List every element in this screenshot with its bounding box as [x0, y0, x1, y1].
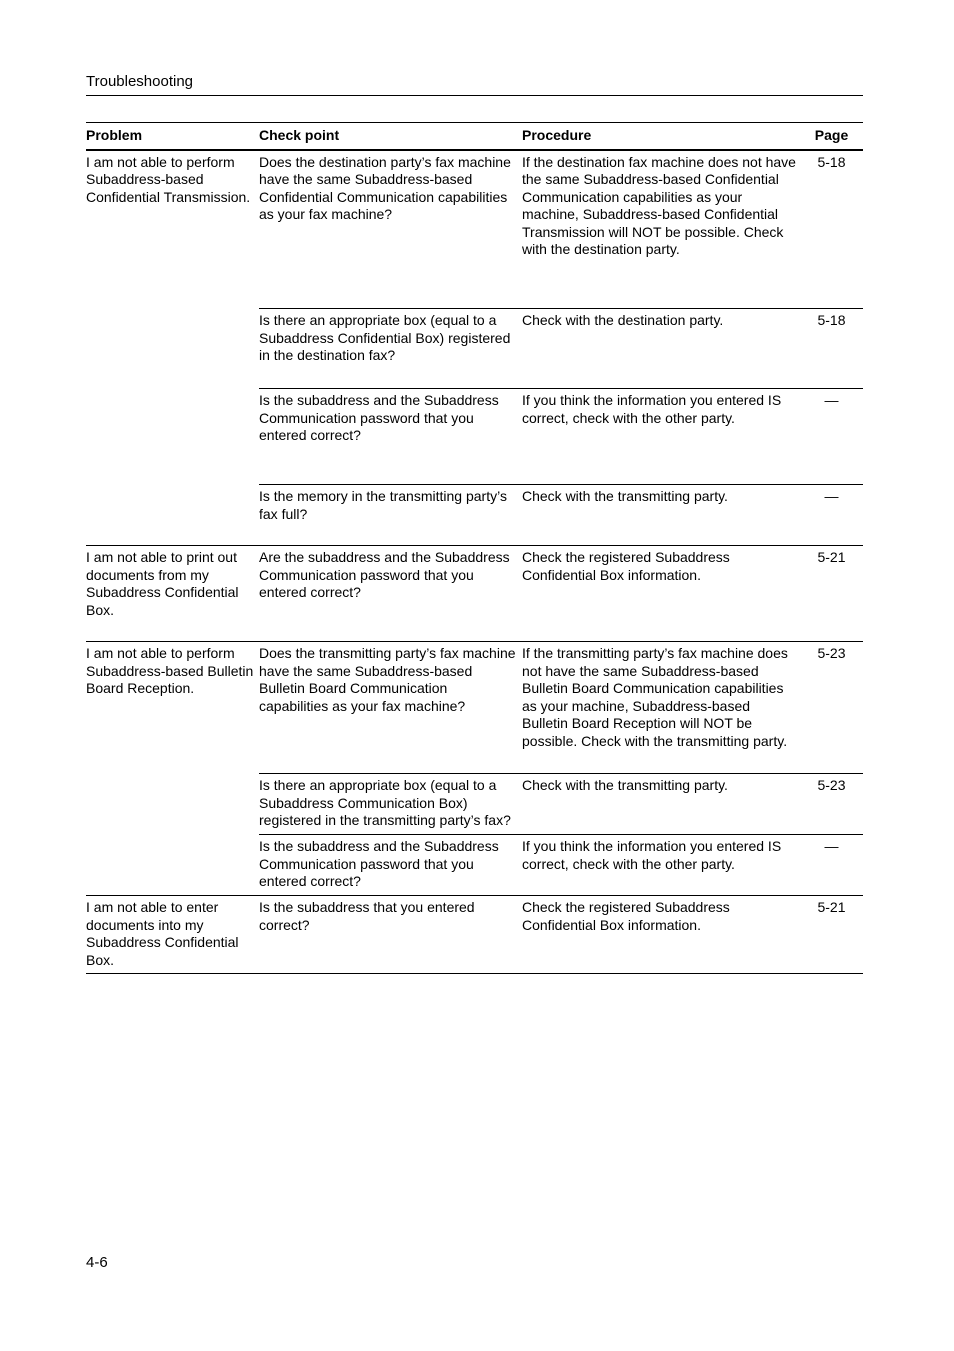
problem-cell: I am not able to perform Subaddress-based Confidential Transmission. [86, 150, 259, 546]
table-header-row [86, 123, 863, 150]
page-ref-cell: 5-23 [800, 774, 863, 835]
problem-cell: I am not able to perform Subaddress-based Bulletin Board Reception. [86, 642, 259, 896]
check-point-cell: Does the transmitting party’s fax machine have the same Subaddress-based Bulletin Board Communication capabilities as your fax machine? [259, 642, 522, 774]
column-header-check-point: Check point [259, 123, 522, 150]
check-point-cell: Is the subaddress and the Subaddress Communication password that you entered correct? [259, 835, 522, 896]
column-header-page: Page [800, 123, 863, 150]
procedure-cell: Check the registered Subaddress Confidential Box information. [522, 546, 800, 642]
procedure-cell: Check with the destination party. [522, 309, 800, 389]
page-ref-cell: 5-21 [800, 896, 863, 974]
page-ref-cell: 5-18 [800, 309, 863, 389]
check-point-cell: Are the subaddress and the Subaddress Communication password that you entered correct? [259, 546, 522, 642]
procedure-cell: Check with the transmitting party. [522, 485, 800, 546]
procedure-cell: If you think the information you entered IS correct, check with the other party. [522, 835, 800, 896]
procedure-cell: Check with the transmitting party. [522, 774, 800, 835]
problem-cell: I am not able to print out documents from my Subaddress Confidential Box. [86, 546, 259, 642]
problem-cell: I am not able to enter documents into my Subaddress Confidential Box. [86, 896, 259, 974]
column-header-problem: Problem [86, 123, 259, 150]
procedure-cell: If the destination fax machine does not have the same Subaddress-based Confidential Communication capabilities as your machine, Subaddress-based Confidential Transmission will NOT be possible. Check with the destination party. [522, 150, 800, 309]
page-number: 4-6 [86, 1254, 108, 1271]
procedure-cell: If you think the information you entered IS correct, check with the other party. [522, 389, 800, 485]
check-point-cell: Is the subaddress that you entered correct? [259, 896, 522, 974]
table-row [86, 150, 863, 309]
troubleshooting-table [86, 122, 863, 974]
page-ref-cell: — [800, 835, 863, 896]
page-ref-cell: — [800, 389, 863, 485]
page-ref-cell: 5-21 [800, 546, 863, 642]
table-row [86, 546, 863, 642]
check-point-cell: Is there an appropriate box (equal to a Subaddress Confidential Box) registered in the destination fax? [259, 309, 522, 389]
procedure-cell: Check the registered Subaddress Confidential Box information. [522, 896, 800, 974]
table-row [86, 642, 863, 774]
page-ref-cell: — [800, 485, 863, 546]
check-point-cell: Does the destination party’s fax machine have the same Subaddress-based Confidential Communication capabilities as your fax machine? [259, 150, 522, 309]
check-point-cell: Is the subaddress and the Subaddress Communication password that you entered correct? [259, 389, 522, 485]
procedure-cell: If the transmitting party’s fax machine does not have the same Subaddress-based Bulletin Board Communication capabilities as your machine, Subaddress-based Bulletin Board Reception will NOT be possible. Check with the transmitting party. [522, 642, 800, 774]
check-point-cell: Is the memory in the transmitting party’s fax full? [259, 485, 522, 546]
running-header-title: Troubleshooting [86, 73, 194, 90]
check-point-cell: Is there an appropriate box (equal to a Subaddress Communication Box) registered in the transmitting party’s fax? [259, 774, 522, 835]
header-rule [86, 95, 863, 96]
table-row [86, 896, 863, 974]
column-header-procedure: Procedure [522, 123, 800, 150]
page-ref-cell: 5-23 [800, 642, 863, 774]
page-ref-cell: 5-18 [800, 150, 863, 309]
